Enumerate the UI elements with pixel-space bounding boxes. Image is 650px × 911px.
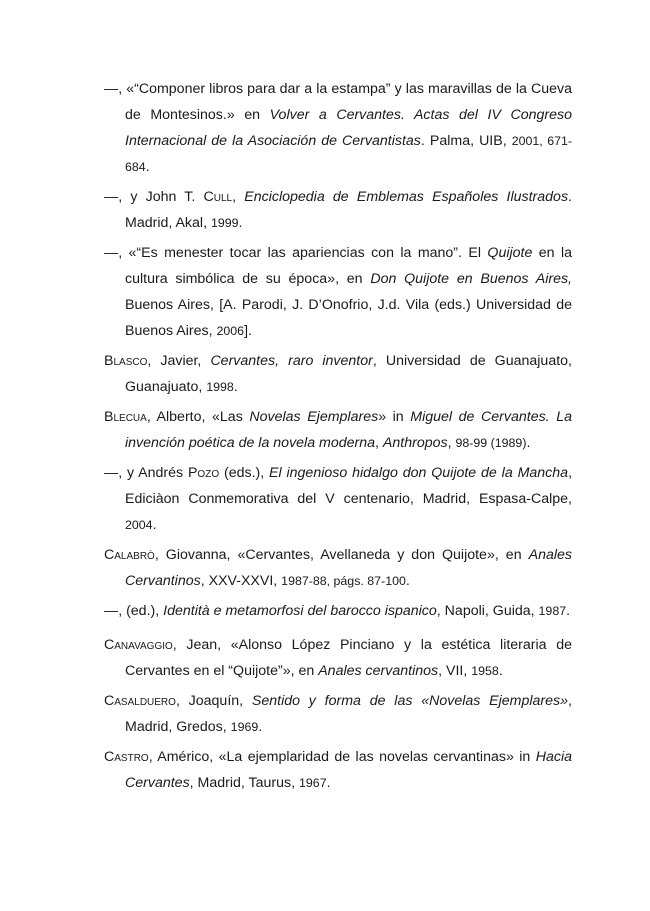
entry-text: , Ediciàon Conmemorativa del: [125, 465, 573, 507]
oldstyle-number: 1987-88, págs. 87-100: [281, 574, 406, 588]
title-italic: El ingenioso hidalgo don Quijote de la Mancha: [269, 465, 569, 481]
entry-text: ,: [438, 663, 446, 679]
title-italic: Sentido y forma de las «Novelas Ejemplares»: [251, 693, 569, 709]
title-italic: Miguel de Cervantes. La invención poética de la novela moderna: [125, 409, 572, 451]
entry-text: .: [258, 719, 263, 735]
oldstyle-number: 2006: [216, 324, 245, 338]
small-caps-text: VII: [445, 663, 464, 679]
title-italic: Hacia Cervantes: [125, 749, 572, 791]
title-italic: Novelas Ejemplares: [249, 409, 379, 425]
bibliography-entry: [104, 348, 572, 400]
entry-text: » in: [378, 409, 411, 425]
small-caps-text: Pozo: [187, 465, 220, 481]
entry-text: .: [238, 215, 243, 231]
small-caps-text: V: [325, 491, 335, 507]
entry-text: —, y Andrés: [104, 465, 188, 481]
title-italic: Enciclopedia de Emblemas Españoles Ilustrados: [244, 189, 569, 205]
small-caps-text: Blecua: [104, 409, 147, 425]
oldstyle-number: 2004: [125, 518, 153, 532]
entry-text: ,: [273, 573, 282, 589]
bibliography-list: [104, 76, 572, 796]
oldstyle-number: 1999: [210, 216, 239, 230]
oldstyle-number: 1998: [206, 380, 234, 394]
title-italic: Don Quijote en Buenos Aires,: [370, 271, 572, 287]
title-italic: Anales cervantinos: [318, 663, 439, 679]
entry-text: centenario, Madrid, Espasa-Calpe,: [334, 491, 572, 507]
entry-text: , Américo, «La ejemplaridad de las novelas cervantinas» in: [148, 749, 536, 765]
bibliography-entry: [104, 542, 572, 594]
small-caps-text: Cull: [203, 189, 233, 205]
entry-text: ,: [232, 189, 245, 205]
small-caps-text: Canavaggio: [104, 637, 173, 653]
entry-text: .: [498, 663, 503, 679]
small-caps-text: Castro: [104, 749, 149, 765]
entry-text: .: [566, 603, 571, 619]
entry-text: ,: [200, 573, 209, 589]
title-italic: Volver a Cervantes. Actas del: [269, 107, 488, 123]
entry-text: .: [145, 159, 150, 175]
bibliography-entry: [104, 404, 572, 456]
entry-text: ,: [502, 133, 512, 149]
oldstyle-number: 1958: [471, 664, 499, 678]
entry-text: , Universidad de Guanajuato, Guanajuato,: [125, 353, 572, 395]
oldstyle-number: 1967: [299, 776, 327, 790]
entry-text: —, y John T.: [104, 189, 204, 205]
entry-text: , Javier,: [147, 353, 211, 369]
bibliography-entry: [104, 460, 572, 538]
entry-text: . Palma,: [420, 133, 480, 149]
entry-text: .: [526, 435, 531, 451]
entry-text: . Madrid, Akal,: [125, 189, 572, 231]
roman-numeral: IV: [487, 107, 501, 123]
small-caps-text: UIB: [479, 133, 503, 149]
small-caps-text: Calabrò: [104, 547, 155, 563]
entry-text: (eds.),: [219, 465, 270, 481]
entry-text: .: [233, 379, 238, 395]
entry-text: .: [326, 775, 331, 791]
entry-text: —, «“Es menester tocar las apariencias con la mano”. El: [104, 245, 488, 261]
title-italic: Anales Cervantinos: [125, 547, 572, 589]
small-caps-text: Casalduero: [104, 693, 176, 709]
bibliography-entry: [104, 598, 572, 624]
title-italic: Quijote: [487, 245, 533, 261]
title-italic: Anthropos: [382, 435, 448, 451]
entry-text: , Giovanna, «Cervantes, Avellaneda y don Quijote», en: [154, 547, 529, 563]
title-italic: Identità e metamorfosi del barocco ispanico: [163, 603, 437, 619]
entry-text: Buenos Aires, [A. Parodi, J. D’Onofrio, J.d. Vila (eds.) Universidad de Buenos Aires,: [125, 297, 572, 339]
entry-text: ,: [447, 435, 456, 451]
entry-text: .: [405, 573, 410, 589]
entry-text: , Madrid, Taurus,: [189, 775, 300, 791]
entry-text: —, «“Componer libros para dar a la estampa” y las maravillas de la Cueva de Montesinos.» en: [104, 81, 572, 123]
title-italic: Cervantes, raro inventor: [210, 353, 373, 369]
oldstyle-number: 98-99 (1989): [455, 436, 527, 450]
entry-text: ].: [244, 323, 252, 339]
bibliography-entry: [104, 240, 572, 344]
title-italic: Congreso Internacional de la Asociación de Cervantistas: [125, 107, 572, 149]
entry-text: , Alberto, «Las: [146, 409, 250, 425]
entry-text: ,: [463, 663, 472, 679]
oldstyle-number: 1987: [538, 604, 567, 618]
entry-text: .: [152, 517, 157, 533]
entry-text: , Jean, «Alonso López Pinciano y la estética literaria de Cervantes en el “Quijote”», en: [125, 637, 572, 679]
bibliography-entry: [104, 76, 572, 180]
bibliography-entry: [104, 632, 572, 684]
entry-text: , Napoli, Guida,: [436, 603, 539, 619]
entry-text: —, (ed.),: [104, 603, 164, 619]
bibliography-entry: [104, 688, 572, 740]
bibliography-entry: [104, 744, 572, 796]
entry-text: en la cultura simbólica de su época», en: [125, 245, 572, 287]
oldstyle-number: 1969: [230, 720, 259, 734]
oldstyle-number: 2001, 671-684: [125, 134, 573, 174]
small-caps-text: XXV-XXVI: [208, 573, 274, 589]
entry-text: , Joaquín,: [175, 693, 252, 709]
entry-text: ,: [375, 435, 383, 451]
entry-text: , Madrid, Gredos,: [125, 693, 572, 735]
small-caps-text: Blasco: [104, 353, 148, 369]
bibliography-entry: [104, 184, 572, 236]
